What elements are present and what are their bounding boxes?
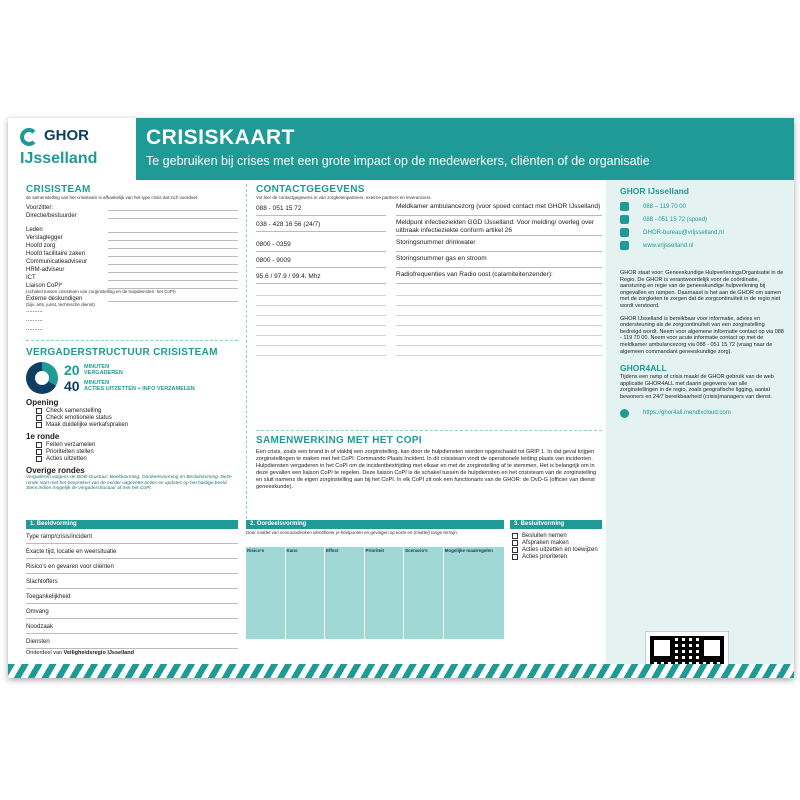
contact-row (256, 271, 602, 284)
ghor-logo (8, 118, 136, 180)
beeld-row[interactable]: Omvang (26, 604, 238, 619)
blank-line[interactable] (256, 296, 386, 306)
bob-section (26, 520, 602, 660)
checkbox-item[interactable]: Acties uitzetten en toewijzen (512, 546, 602, 553)
vergader-title: VERGADERSTRUCTUUR CRISISTEAM (26, 347, 218, 358)
divider (26, 340, 238, 341)
contact-number[interactable]: 95.6 / 97.9 / 99.4. Mhz (256, 271, 386, 284)
checkbox-item[interactable]: Besluiten nemen (512, 532, 602, 539)
blank-line[interactable] (256, 346, 386, 356)
contact-row (256, 255, 602, 268)
oordeel-note: Door middel van scenariodenken identificeer je knelpunten en gevolgen op korte en (middel) lange termijn. (246, 530, 459, 535)
team-row[interactable]: Externe deskundigen (26, 294, 238, 302)
beeldvorming-block (26, 520, 238, 649)
beeld-row[interactable]: Risico's en gevaren voor cliënten (26, 559, 238, 574)
minutes-20: 20 (64, 362, 80, 378)
divider (256, 430, 602, 431)
contact-desc: Radiofrequenties van Radio oost (calamiteitenzender): (396, 271, 602, 284)
dots-line[interactable]: .......... (26, 308, 43, 314)
checkbox-item[interactable]: Afspraken maken (512, 539, 602, 546)
phone-line[interactable]: 088 - 051 15 72 (spoed) (620, 213, 794, 226)
header (8, 118, 794, 180)
checkbox-item[interactable]: Acties prioriteren (512, 553, 602, 560)
team-row[interactable]: Verslaglegger (26, 233, 238, 241)
team-row[interactable]: Hoofd facilitaire zaken (26, 249, 238, 257)
ghor-contact-info: GHOR IJsselland is bereikbaar voor informatie, advies en ondersteuning als de zorgcontinuïteit van een zorginstelling bedreigd wordt. Neem voor algemene informatie contact op via 088 - 119 70 00. Neem voor acute informatie contact op met de meldkamer ambulancezorg via 088 - 051 15 72 (vraag naar de algemeen commandant geneeskundige zorg). (620, 315, 784, 355)
grid-col: Kans (286, 547, 326, 639)
phone-icon (620, 202, 629, 211)
bottom-stripes (8, 664, 794, 678)
copi-title: SAMENWERKING MET HET COPI (256, 435, 422, 446)
logo-mark-icon (20, 128, 38, 146)
globe-icon (620, 409, 629, 418)
logo-brand: GHOR (44, 127, 89, 144)
beeldvorming-title: 1. Beeldvorming (26, 520, 238, 529)
grid-col: Mogelijke maatregelen (444, 548, 493, 553)
email-line[interactable]: GHOR-bureau@vrijsselland.nl (620, 226, 794, 239)
checkbox-item[interactable]: Check samenstelling (36, 407, 238, 414)
checkbox-item[interactable]: Feiten verzamelen (36, 441, 238, 448)
besluitvorming-block (510, 520, 602, 560)
contact-section (256, 184, 602, 356)
team-row[interactable]: Voorzitter: (26, 203, 238, 211)
checkbox-item[interactable]: Check emotionele status (36, 414, 238, 421)
blank-line[interactable] (256, 286, 386, 296)
dots-line[interactable]: .......... (26, 317, 43, 323)
grid-col: Prioriteit (365, 547, 405, 639)
beeld-row[interactable]: Diensten (26, 634, 238, 649)
crisisteam-note: de samenstelling van het crisisteam is afhankelijk van het type crisis dat zich voordoet (26, 195, 198, 200)
overige-heading: Overige rondes (26, 466, 85, 475)
minutes-40: 40 (64, 378, 80, 394)
footer-note: Onderdeel van Veiligheidsregio IJsselland (26, 650, 134, 656)
team-row[interactable]: Hoofd zorg (26, 241, 238, 249)
page-subtitle: Te gebruiken bij crises met een grote impact op de medewerkers, cliënten of de organisatie (146, 154, 650, 168)
blank-line[interactable] (396, 346, 602, 356)
beeld-row[interactable]: Exacte tijd, locatie en weersituatie (26, 544, 238, 559)
grid-col: Scenario's (404, 547, 444, 639)
contact-desc: Storingsnummer gas en stroom (396, 255, 602, 268)
meeting-timer: 20 MINUTEN VERGADEREN 40 MINUTEN ACTIES UITZETTEN + INFO VERZAMELEN (26, 362, 238, 394)
header-band (136, 118, 794, 180)
contact-number[interactable]: 038 - 428 16 56 (24/7) (256, 219, 386, 232)
team-row[interactable]: Communicatieadviseur (26, 257, 238, 265)
contact-desc: Storingsnummer drinkwater (396, 239, 602, 252)
ronde-heading: 1e ronde (26, 432, 60, 441)
blank-line[interactable] (256, 336, 386, 346)
crisisteam-title: CRISISTEAM (26, 184, 91, 195)
oordeelsvorming-title: 2. Oordeelsvorming (246, 520, 504, 529)
ghor-title: GHOR IJsselland (620, 186, 689, 196)
overige-text: Vergaderen volgens de BOB-structuur: Beeldvorming, Oordeelsvorming en Besluitvorming. Deze ronde start met het bespreken van de eerder uitgezette acties en updates op het huidige beeld. Stem indien mogelijk de vergaderstructuur af met het CoPI. (26, 475, 232, 492)
phone-icon (620, 215, 629, 224)
blank-line[interactable] (256, 306, 386, 316)
contact-row (256, 203, 602, 216)
beeld-row[interactable]: Noodzaak (26, 619, 238, 634)
contact-row (256, 219, 602, 236)
blank-line[interactable] (256, 316, 386, 326)
phone-line[interactable]: 088 – 119 70 00 (620, 200, 794, 213)
dots-line[interactable]: .......... (26, 326, 43, 332)
liaison-note: (schakel tussen crisisteam van zorginstelling en de hulpdiensten: het CoPI) (26, 289, 176, 294)
checkbox-item[interactable]: Prioriteiten stellen (36, 448, 238, 455)
globe-icon (620, 241, 629, 250)
column-divider (246, 184, 247, 524)
checkbox-item[interactable]: Maak duidelijke werkafspraken (36, 421, 238, 428)
contact-row (256, 239, 602, 252)
checkbox-item[interactable]: Acties uitzetten (36, 455, 238, 462)
team-row[interactable]: Directie/bestuurder (26, 211, 238, 219)
copi-section (256, 430, 602, 491)
team-row[interactable]: ICT (26, 273, 238, 281)
blank-line[interactable] (396, 326, 602, 336)
contact-desc: Meldkamer ambulancezorg (voor spoed contact met GHOR IJsselland) (396, 203, 602, 216)
opening-heading: Opening (26, 398, 59, 407)
blank-line[interactable] (396, 336, 602, 346)
left-column (26, 184, 238, 492)
team-row[interactable]: HRM-adviseur (26, 265, 238, 273)
blank-line[interactable] (396, 316, 602, 326)
info-sidebar (606, 180, 794, 678)
logo-region: IJsselland (20, 150, 98, 167)
mail-icon (620, 228, 629, 237)
page-title: CRISISKAART (146, 126, 296, 149)
extern-note: (bijv. arts, jurist, technische dienst) (26, 302, 95, 307)
team-row[interactable]: Leden (26, 225, 238, 233)
contact-number[interactable]: 0800 - 0359 (256, 239, 386, 252)
oordeelsvorming-block (246, 520, 504, 639)
contact-desc: Meldpunt infectieziekten GGD IJsselland: Voor melding/ overleg over uitbraak infectieziekte conform artikel 26 (396, 219, 602, 236)
beeld-row[interactable]: Toegankelijkheid (26, 589, 238, 604)
blank-line[interactable] (256, 326, 386, 336)
ghor4all-title: GHOR4ALL (620, 363, 667, 374)
ghor-about: GHOR staat voor: Geneeskundige HulpverleningsOrganisatie in de Regio. De GHOR is verantwoordelijk voor de coördinatie, aansturing en regie van de geneeskundige hulpverlening bij ongevallen en rampen. Daarnaast is het aan de GHOR om samen met de zorgketen te zorgen dat de zorgcontinuïteit in de regio niet wordt verstoord. (620, 270, 784, 309)
contact-number[interactable]: 0800 - 9009 (256, 255, 386, 268)
grid-col: Risico's (246, 547, 286, 639)
contact-title: CONTACTGEGEVENS (256, 184, 365, 195)
besluitvorming-title: 3. Besluitvorming (510, 520, 602, 529)
blank-line[interactable] (396, 306, 602, 316)
grid-col: Effect (325, 547, 365, 639)
beeld-row[interactable]: Type ramp/crisis/incident (26, 529, 238, 544)
crisis-card (8, 118, 794, 678)
ghor4all-text: Tijdens een ramp of crisis maakt de GHOR gebruik van de web applicatie GHOR4ALL met daarin gegevens van alle zorginstellingen in de regio, zoals geografische ligging, aantal bewoners en 24/7 bereikbaarheid (crisis)managers van dienst. (620, 374, 774, 400)
contact-number[interactable]: 088 - 051 15 72 (256, 203, 386, 216)
url-line[interactable]: https://ghor4all.mendixcloud.com (620, 407, 794, 420)
blank-line[interactable] (396, 296, 602, 306)
donut-chart-icon (26, 362, 58, 394)
scenario-grid[interactable] (246, 547, 504, 639)
web-line[interactable]: www.vrijsselland.nl (620, 239, 794, 252)
contact-note: Vul hier de contactgegevens in van zorgketenpartners, externe partners en leveranciers. (256, 195, 432, 200)
beeld-row[interactable]: Slachtoffers (26, 574, 238, 589)
team-row[interactable]: Liaison CoPI* (26, 281, 238, 289)
copi-text: Een crisis, zoals een brand in of vlakbij een zorginstelling, kan door de hulpdiensten worden opgeschaald tot GRIP 1. In dat geval krijgen zorginstellingen te maken met het CoPI: Commando Plaats Incident. In dit crisisteam vindt de operationele leiding plaats van incidenten. Hulpdiensten vergaderen in het CoPI om de incidentbestrijding met elkaar en met de zorginstelling af te stemmen. Het is belangrijk om in deze gevallen een liaison CoPI te regelen. Deze liaison CoPI is de schakel tussen de hulpdiensten en het crisisteam van de zorginstelling en sluit namens de eigen zorginstelling aan bij het CoPI. In elk CoPI zit ook een functionaris van de GHOR: de OvD-G (officier van dienst geneeskunde). (256, 449, 597, 490)
blank-line[interactable] (396, 286, 602, 296)
